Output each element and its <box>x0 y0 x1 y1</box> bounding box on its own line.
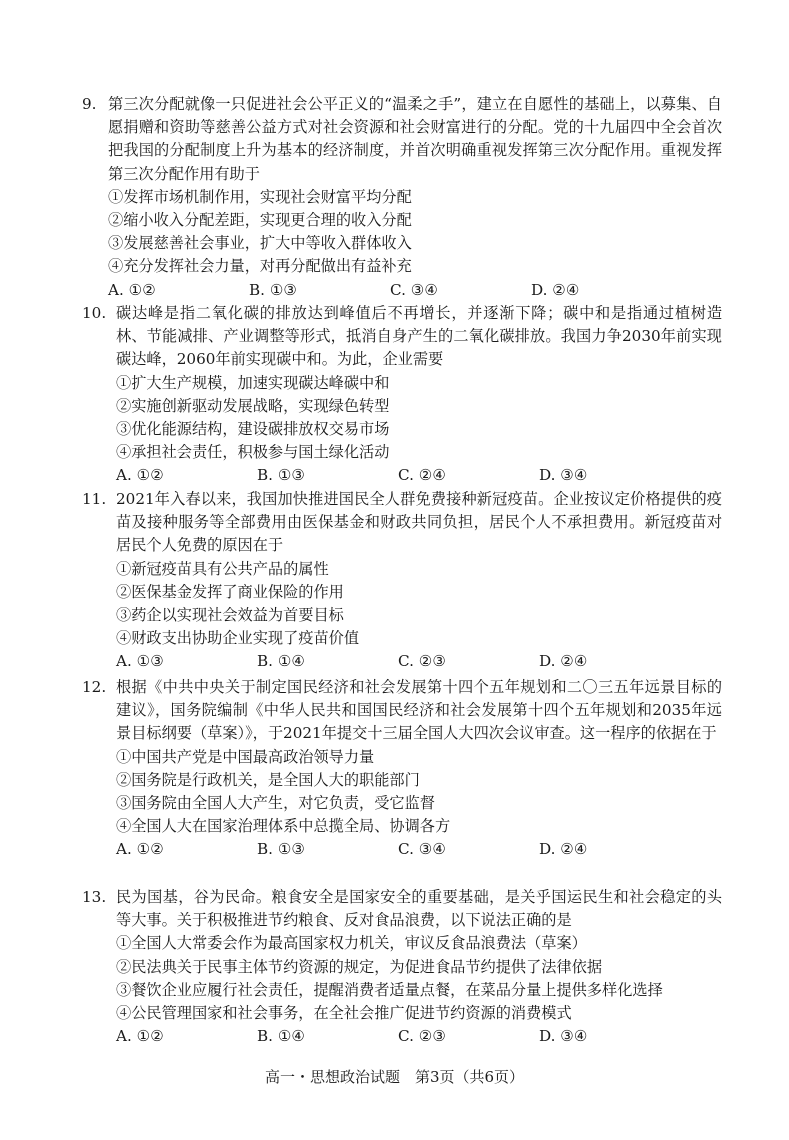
statement-list <box>82 932 722 1025</box>
choice-a: A. ①② <box>116 840 164 859</box>
statement-1: ①全国人大常委会作为最高国家权力机关，审议反食品浪费法（草案） <box>116 934 587 953</box>
statement-list <box>82 186 722 279</box>
question-13 <box>82 886 722 1048</box>
question-number: 12. <box>82 678 107 696</box>
question-stem-text: 根据《中共中央关于制定国民经济和社会发展第十四个五年规划和二〇三五年远景目标的建议》，国务院编制《中华人民共和国国民经济和社会发展第十四个五年规划和2035年远景目标纲要（草案）》，于2021年提交十三届全国人大四次会议审查。这一程序的依据在于 <box>116 678 722 743</box>
question-stem-text: 碳达峰是指二氧化碳的排放达到峰值后不再增长，并逐渐下降；碳中和是指通过植树造林、节能减排、产业调整等形式，抵消自身产生的二氧化碳排放。我国力争2030年前实现碳达峰，2060年前实现碳中和。为此，企业需要 <box>116 304 722 369</box>
page-footer: 高一・思想政治试题 第3页（共6页） <box>264 1068 525 1086</box>
answer-choices <box>82 650 722 673</box>
choice-c: C. ②③ <box>398 1027 446 1046</box>
choice-c: C. ②③ <box>398 652 446 671</box>
question-stem-text: 2021年入春以来，我国加快推进国民全人群免费接种新冠疫苗。企业按议定价格提供的疫苗及接种服务等全部费用由医保基金和财政共同负担，居民个人不承担费用。新冠疫苗对居民个人免费的原因在于 <box>116 490 722 555</box>
choice-c: C. ③④ <box>398 840 446 859</box>
choice-a: A. ①② <box>116 1027 164 1046</box>
statement-3: ③药企以实现社会效益为首要目标 <box>116 606 344 625</box>
question-9 <box>82 93 722 302</box>
statement-1: ①中国共产党是中国最高政治领导力量 <box>116 747 375 766</box>
question-11 <box>82 488 722 674</box>
question-stem-text: 第三次分配就像一只促进社会公平正义的“温柔之手”，建立在自愿性的基础上，以募集、自愿捐赠和资助等慈善公益方式对社会资源和社会财富进行的分配。党的十九届四中全会首次把我国的分配制度上升为基本的经济制度，并首次明确重视发挥第三次分配作用。重视发挥第三次分配作用有助于 <box>108 95 722 183</box>
statement-list <box>82 746 722 839</box>
question-stem <box>82 676 722 746</box>
statement-1: ①发挥市场机制作用，实现社会财富平均分配 <box>108 187 412 206</box>
statement-1: ①新冠疫苗具有公共产品的属性 <box>116 559 329 578</box>
statement-2: ②缩小收入分配差距，实现更合理的收入分配 <box>108 211 412 230</box>
choice-c: C. ③④ <box>390 280 438 299</box>
statement-4: ④公民管理国家和社会事务，在全社会推广促进节约资源的消费模式 <box>116 1004 572 1023</box>
statement-4: ④财政支出协助企业实现了疫苗价值 <box>116 629 359 648</box>
question-stem <box>82 302 722 372</box>
choice-d: D. ②④ <box>539 840 588 859</box>
choice-b: B. ①③ <box>249 280 298 299</box>
question-stem <box>82 93 722 186</box>
statement-3: ③优化能源结构，建设碳排放权交易市场 <box>116 420 390 439</box>
question-number: 9. <box>82 95 97 113</box>
statement-3: ③国务院由全国人大产生，对它负责，受它监督 <box>116 794 435 813</box>
answer-choices <box>82 1025 722 1048</box>
statement-4: ④全国人大在国家治理体系中总揽全局、协调各方 <box>116 817 451 836</box>
statement-2: ②民法典关于民事主体节约资源的规定，为促进食品节约提供了法律依据 <box>116 957 602 976</box>
question-number: 13. <box>82 888 107 906</box>
choice-d: D. ③④ <box>539 466 588 485</box>
choice-a: A. ①② <box>116 466 164 485</box>
choice-a: A. ①② <box>108 280 156 299</box>
choice-c: C. ②④ <box>398 466 446 485</box>
statement-4: ④承担社会责任，积极参与国土绿化活动 <box>116 443 390 462</box>
statement-list <box>82 372 722 465</box>
statement-2: ②医保基金发挥了商业保险的作用 <box>116 582 344 601</box>
choice-b: B. ①③ <box>257 840 306 859</box>
statement-list <box>82 558 722 651</box>
question-number: 10. <box>82 304 107 322</box>
choice-d: D. ②④ <box>531 280 580 299</box>
choice-b: B. ①④ <box>257 652 306 671</box>
choice-b: B. ①④ <box>257 1027 306 1046</box>
answer-choices <box>82 838 722 861</box>
question-12 <box>82 676 722 862</box>
statement-3: ③发展慈善社会事业，扩大中等收入群体收入 <box>108 234 412 253</box>
question-stem <box>82 488 722 558</box>
statement-2: ②国务院是行政机关，是全国人大的职能部门 <box>116 770 420 789</box>
statement-4: ④充分发挥社会力量，对再分配做出有益补充 <box>108 257 412 276</box>
question-10 <box>82 302 722 488</box>
answer-choices <box>82 279 722 302</box>
statement-3: ③餐饮企业应履行社会责任，提醒消费者适量点餐，在菜品分量上提供多样化选择 <box>116 980 663 999</box>
question-stem <box>82 886 722 932</box>
question-stem-text: 民为国基，谷为民命。粮食安全是国家安全的重要基础，是关乎国运民生和社会稳定的头等大事。关于积极推进节约粮食、反对食品浪费，以下说法正确的是 <box>116 888 722 930</box>
question-number: 11. <box>82 490 107 508</box>
statement-1: ①扩大生产规模，加速实现碳达峰碳中和 <box>116 373 390 392</box>
choice-a: A. ①③ <box>116 652 164 671</box>
choice-d: D. ③④ <box>539 1027 588 1046</box>
answer-choices <box>82 464 722 487</box>
choice-b: B. ①③ <box>257 466 306 485</box>
statement-2: ②实施创新驱动发展战略，实现绿色转型 <box>116 396 390 415</box>
choice-d: D. ②④ <box>539 652 588 671</box>
